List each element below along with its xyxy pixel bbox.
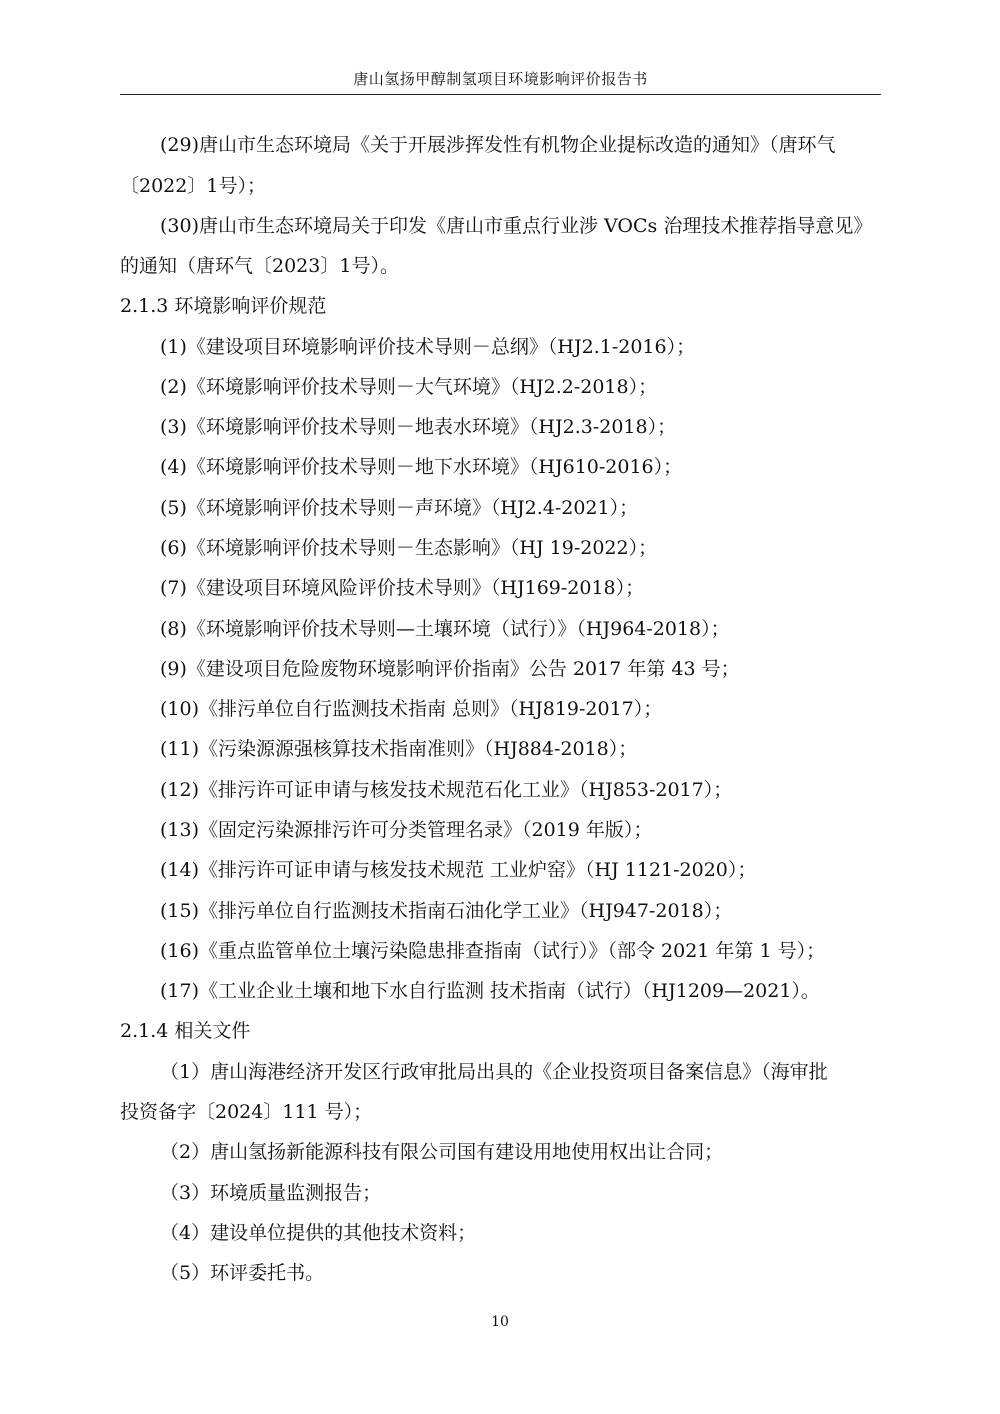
list-item: (7)《建设项目环境风险评价技术导则》（HJ169-2018）； [160, 577, 645, 599]
list-item: (5)《环境影响评价技术导则－声环境》（HJ2.4-2021）； [160, 497, 639, 519]
paragraph-30-line-2: 的通知（唐环气〔2023〕1号）。 [120, 255, 399, 277]
list-item: (4)《环境影响评价技术导则－地下水环境》（HJ610-2016）； [160, 456, 683, 478]
related-doc-5: （5）环评委托书。 [160, 1262, 325, 1284]
list-item: (17)《工业企业土壤和地下水自行监测 技术指南（试行）（HJ1209—2021）。 [160, 980, 820, 1002]
paragraph-29-line-2: 〔2022〕1号）； [120, 175, 266, 197]
section-heading-2-1-4: 2.1.4 相关文件 [120, 1020, 251, 1042]
page-header-title: 唐山氢扬甲醇制氢项目环境影响评价报告书 [353, 70, 648, 88]
list-item: (8)《环境影响评价技术导则—土壤环境（试行）》（HJ964-2018）； [160, 618, 730, 640]
related-doc-3: （3）环境质量监测报告； [160, 1182, 382, 1204]
list-item: (15)《排污单位自行监测技术指南石油化学工业》（HJ947-2018）； [160, 900, 733, 922]
paragraph-30-line-1: (30)唐山市生态环境局关于印发《唐山市重点行业涉 VOCs 治理技术推荐指导意见》 [160, 215, 873, 237]
list-item: (1)《建设项目环境影响评价技术导则－总纲》（HJ2.1-2016）； [160, 336, 696, 358]
list-item: (14)《排污许可证申请与核发技术规范 工业炉窑》（HJ 1121-2020）； [160, 859, 757, 881]
list-item: (3)《环境影响评价技术导则－地表水环境》（HJ2.3-2018）； [160, 416, 677, 438]
section-heading-2-1-3: 2.1.3 环境影响评价规范 [120, 295, 327, 317]
list-item: (12)《排污许可证申请与核发技术规范石化工业》（HJ853-2017）； [160, 779, 733, 801]
list-item: (6)《环境影响评价技术导则－生态影响》（HJ 19-2022）； [160, 537, 658, 559]
related-doc-1-line-1: （1）唐山海港经济开发区行政审批局出具的《企业投资项目备案信息》（海审批 [160, 1061, 828, 1083]
list-item: (16)《重点监管单位土壤污染隐患排查指南（试行）》（部令 2021 年第 1 号）； [160, 940, 826, 962]
related-doc-2: （2）唐山氢扬新能源科技有限公司国有建设用地使用权出让合同； [160, 1141, 724, 1163]
page-number: 10 [491, 1314, 509, 1330]
paragraph-29-line-1: (29)唐山市生态环境局《关于开展涉挥发性有机物企业提标改造的通知》（唐环气 [160, 134, 836, 156]
related-doc-1-line-2: 投资备字〔2024〕111 号）； [120, 1101, 373, 1123]
list-item: (13)《固定污染源排污许可分类管理名录》（2019 年版）； [160, 819, 653, 841]
list-item: (11)《污染源源强核算技术指南准则》（HJ884-2018）； [160, 738, 638, 760]
related-doc-4: （4）建设单位提供的其他技术资料； [160, 1222, 477, 1244]
list-item: (9)《建设项目危险废物环境影响评价指南》公告 2017 年第 43 号； [160, 658, 740, 680]
list-item: (2)《环境影响评价技术导则－大气环境》（HJ2.2-2018）； [160, 376, 658, 398]
header-divider [120, 94, 881, 95]
list-item: (10)《排污单位自行监测技术指南 总则》（HJ819-2017）； [160, 698, 663, 720]
